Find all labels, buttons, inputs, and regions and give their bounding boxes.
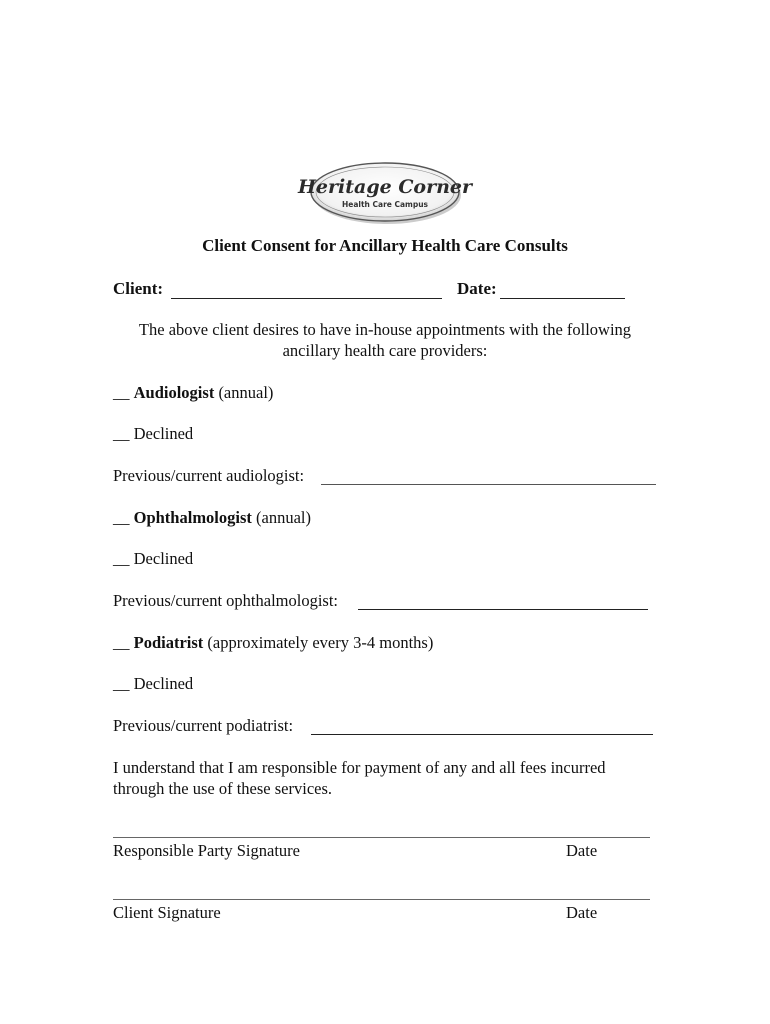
- intro-line-1: The above client desires to have in-house appointments with the following: [138, 320, 632, 339]
- audiologist-declined-option[interactable]: [113, 424, 193, 444]
- ophthalmologist-checkbox-blank[interactable]: __: [113, 508, 130, 527]
- podiatrist-option[interactable]: [113, 633, 433, 653]
- audiologist-label: Audiologist: [133, 383, 215, 402]
- client-signature-label: Client Signature: [113, 903, 221, 922]
- responsibility-line-2: through the use of these services.: [113, 779, 333, 798]
- ophthalmologist-label: Ophthalmologist: [133, 508, 252, 527]
- date-label: Date:: [457, 279, 497, 298]
- date-field[interactable]: [500, 298, 625, 299]
- podiatrist-checkbox-blank[interactable]: __: [113, 633, 130, 652]
- responsible-party-signature-field[interactable]: [113, 837, 650, 838]
- client-signature-field[interactable]: [113, 899, 650, 900]
- audiologist-declined-blank[interactable]: __: [113, 424, 130, 443]
- intro-line-2: ancillary health care providers:: [282, 341, 488, 360]
- audiologist-checkbox-blank[interactable]: __: [113, 383, 130, 402]
- previous-audiologist-field[interactable]: [321, 484, 656, 485]
- previous-ophthalmologist-label: Previous/current ophthalmologist:: [113, 591, 339, 610]
- podiatrist-declined-option[interactable]: [113, 674, 193, 694]
- podiatrist-declined-blank[interactable]: __: [113, 674, 130, 693]
- ophthalmologist-declined-option[interactable]: [113, 549, 193, 569]
- previous-ophthalmologist-field[interactable]: [358, 609, 648, 610]
- audiologist-option[interactable]: [113, 383, 273, 403]
- form-title: Client Consent for Ancillary Health Care Consults: [202, 236, 568, 255]
- ophthalmologist-frequency: (annual): [256, 508, 312, 527]
- client-date-label: Date: [566, 903, 598, 922]
- ophthalmologist-option[interactable]: [113, 508, 311, 528]
- previous-podiatrist-field[interactable]: [311, 734, 653, 735]
- podiatrist-label: Podiatrist: [133, 633, 204, 652]
- heritage-corner-logo: [297, 158, 473, 226]
- responsible-party-date-label: Date: [566, 841, 598, 860]
- ophthalmologist-declined-label: Declined: [133, 549, 194, 568]
- logo-name: Heritage Corner: [297, 176, 473, 198]
- responsible-party-signature-label: Responsible Party Signature: [113, 841, 300, 860]
- logo-tagline: Health Care Campus: [341, 200, 429, 209]
- previous-podiatrist-label: Previous/current podiatrist:: [113, 716, 294, 735]
- audiologist-declined-label: Declined: [133, 424, 194, 443]
- podiatrist-frequency: (approximately every 3-4 months): [207, 633, 434, 652]
- podiatrist-declined-label: Declined: [133, 674, 194, 693]
- client-field[interactable]: [171, 298, 442, 299]
- client-label: Client:: [113, 279, 164, 298]
- previous-audiologist-label: Previous/current audiologist:: [113, 466, 305, 485]
- audiologist-frequency: (annual): [218, 383, 274, 402]
- responsibility-line-1: I understand that I am responsible for payment of any and all fees incurred: [113, 758, 606, 777]
- ophthalmologist-declined-blank[interactable]: __: [113, 549, 130, 568]
